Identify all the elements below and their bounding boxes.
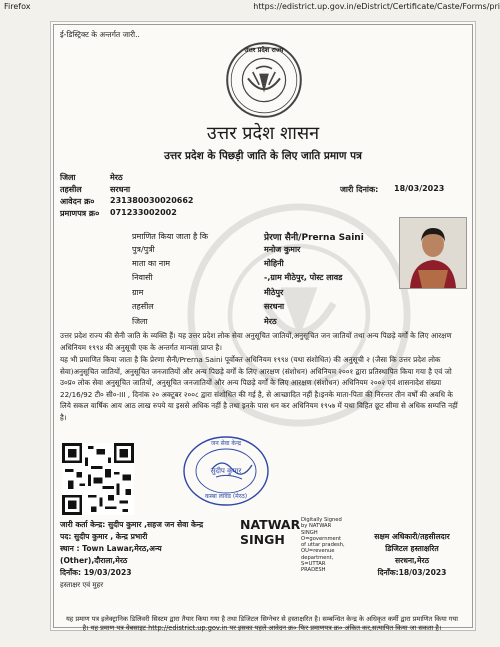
detail-label-certified: प्रमाणित किया जाता है कि: [132, 232, 209, 241]
sig-line: PRADESH: [301, 567, 326, 574]
detail-label-village: ग्राम: [132, 288, 144, 297]
tehsil-label: तहसील: [60, 185, 82, 194]
detail-value-mother: मोहिनी: [264, 259, 284, 268]
authority-title: सक्षम अधिकारी/तहसीलदार: [374, 532, 450, 541]
district-value: मेरठ: [110, 173, 123, 182]
stamp-name: सुदीप कुमार: [210, 467, 242, 475]
sig-line: S=UTTAR: [301, 561, 326, 568]
authority-place: सरधना,मेरठ: [394, 556, 430, 565]
gov-title: उत्तर प्रदेश शासन: [206, 123, 320, 144]
issuer-block: [60, 519, 203, 591]
qr-code-icon: [62, 443, 134, 515]
detail-value-name: प्रेरणा सैनी/Prerna Saini: [264, 233, 364, 243]
sig-line: OU=revenue: [301, 548, 335, 555]
authority-date: दिनाँक:18/03/2023: [377, 568, 447, 577]
detail-label-tehsil: तहसील: [132, 302, 154, 311]
detail-value-father: मनोज कुमार: [264, 245, 301, 254]
caste-paragraph: उत्तर प्रदेश राज्य की सैनी जाति के व्यक्ति हैं। यह उत्तर प्रदेश लोक सेवा अनुसूचित जातियों,अनुसूचित जन जातियों तथा अन्य पिछड़े वर्गों के लिए आरक्षण अधिनियम १९९४ की अनुसूची एक के अन्तर्गत मान्यता प्राप्त है।: [60, 331, 452, 352]
issuer-date: दिनाँक: 19/03/2023: [60, 568, 132, 577]
issuer-place-cont: (Other),दौराला,मेरठ: [60, 556, 128, 565]
sig-line: SINGH: [301, 529, 318, 536]
sig-line: Digitally Signed: [301, 517, 342, 523]
issue-date-label: जारी दिनांक:: [340, 185, 379, 194]
authority-block: [356, 531, 468, 579]
authority-digital: डिजिटल हस्ताक्षरित: [385, 544, 439, 553]
applicant-photo: [399, 217, 467, 289]
detail-label-mother: माता का नाम: [132, 259, 171, 268]
issue-date-value: 18/03/2023: [394, 184, 445, 193]
tehsil-value: सरधना: [110, 185, 131, 194]
detail-value-tehsil: सरधना: [264, 302, 285, 311]
detail-value-resident: -,ग्राम मीठेपुर, पोस्ट लावड: [264, 273, 343, 282]
issuer-center: जारी कर्ता केन्द्र: सुदीप कुमार ,सहज जन सेवा केन्द्र: [60, 520, 204, 529]
app-no-label: आवेदन क्र०: [60, 197, 95, 206]
stamp-top-text: जन सेवा केन्द्र: [210, 440, 242, 447]
footer-note: यह प्रमाण पत्र इलेक्ट्रानिक डिलिवरी सिस्टम द्वारा तैयार किया गया है तथा डिजिटल सिग्नेचर से हस्ताक्षरित है। सम्बन्धित केन्द्र के अधिकृत कर्मी द्वारा प्रमाणित किया गया है। यह प्रमाण पत्र वेबसाइट http://edistrict.up.gov.in पर इसका पहले आवेदन क्र० फिर प्रमाणपत्र क्र० अंकित कर,सत्यापित किया जा सकता है।: [65, 615, 459, 632]
cert-no-value: 071233002002: [110, 208, 177, 217]
stamp-bottom-text: कस्बा लावड (मेरठ): [204, 493, 248, 500]
browser-app-name: Firefox: [4, 2, 31, 11]
person-photo-icon: [400, 218, 466, 288]
cert-title: उत्तर प्रदेश के पिछड़ी जाति के लिए जाति प्रमाण पत्र: [164, 150, 362, 162]
sig-line: O=government: [301, 535, 342, 542]
issuer-post: पद: सुदीप कुमार , केन्द्र प्रभारी: [60, 532, 148, 541]
sig-line: of uttar pradesh,: [301, 542, 345, 549]
detail-label-resident: निवासी: [132, 273, 153, 282]
detail-label-child-of: पुत्र/पुत्री: [132, 245, 155, 254]
detail-label-district: जिला: [132, 317, 148, 326]
district-label: जिला: [60, 173, 76, 182]
issuer-sign-label: हस्ताक्षर एवं मुहर: [60, 581, 104, 589]
app-no-value: 231380030020662: [110, 196, 194, 205]
cert-no-label: प्रमाणपत्र क्र०: [60, 209, 100, 218]
certificate: [53, 24, 473, 632]
sig-line: by NATWAR: [301, 523, 332, 530]
certification-paragraph: यह भी प्रमाणित किया जाता है कि प्रेरणा सैनी/Prerna Saini पूर्वोक्त अधिनियम १९९४ (यथा संशोधित) की अनुसूची २ (जैसा कि उत्तर प्रदेश लोक सेवा)अनुसूचित जातियों, अनुसूचित जनजातियों और अन्य पिछड़े वर्गों के लिए आरक्षण (संशोधन) अधिनियम २००१ द्वारा प्रतिस्थापित किया गया है एवं जो उ०प्र० लोक सेवा अनुसूचित जातियों, अनुसूचित जनजातियों और अन्य पिछड़े वर्गों के लिए आरक्षण (संशोधन) अधिनियम २००२ एवं शासनादेश संख्या 22/16/92 टी० सी०-III , दिनांक २० अक्टूबर २००८ द्वारा संशोधित की गई है, से आच्छादित नहीं है।इनके माता-पिता की निरन्तर तीन वर्षों की अवधि के लिये सकल वार्षिक आय आठ लाख रुपये या इससे अधिक नहीं है तथा इनके पास धन कर अधिनियम १९५७ में यथा विहित छूट सीमा से अधिक सम्पत्ति नहीं है।: [60, 355, 458, 422]
emblem-text: उत्तर प्रदेश राज्य: [244, 46, 284, 54]
digital-signer-name: NATWAR SINGH: [240, 517, 301, 547]
detail-value-district: मेरठ: [264, 317, 277, 326]
digital-signature-details: [301, 517, 345, 574]
issue-note: ई-डिस्ट्रिक्ट के अन्तर्गत जारी..: [60, 30, 140, 39]
sig-line: department,: [301, 554, 334, 561]
browser-url: https://edistrict.up.gov.in/eDistrict/Certificate/Caste/Forms/pri: [253, 2, 500, 11]
detail-value-village: मीठेपुर: [264, 288, 284, 297]
issuer-place: स्थान : Town Lawar,मेरठ,अन्य: [60, 544, 162, 553]
